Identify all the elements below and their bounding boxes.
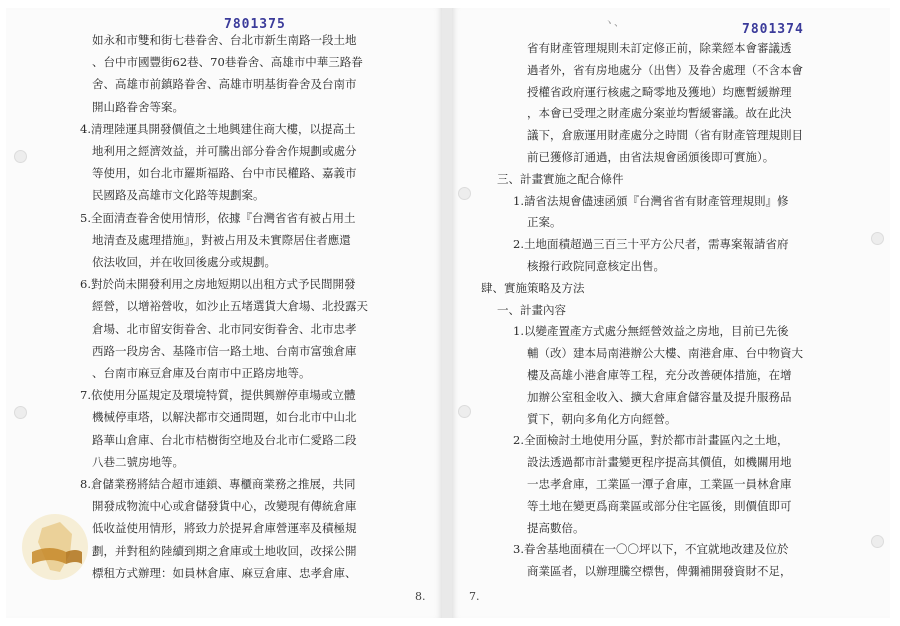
text-line: 舍、高雄市前鎮路眷舍、高雄市明基街眷舍及台南市: [92, 77, 357, 92]
text-line: 標租方式辦理：如員林倉庫、麻豆倉庫、忠孝倉庫、: [92, 565, 357, 580]
binding-hole: [871, 535, 884, 548]
text-line: 西路一段房舍、基隆市信一路土地、台南市富強倉庫: [92, 343, 357, 358]
page-number-left: 8.: [415, 590, 426, 603]
text-line: 開發成物流中心或倉儲發貨中心，改變現有傳統倉庫: [92, 499, 357, 514]
text-line: 倉場、北市留安街眷舍、北市同安街眷舍、北市忠孝: [92, 321, 357, 336]
binding-hole: [458, 405, 471, 418]
text-line: 依法收回，并在收回後處分或規劃。: [92, 255, 276, 269]
text-line: 等土地在變更爲商業區或部分住宅區後，則價值即可: [527, 498, 792, 513]
text-line: 正案。: [527, 215, 562, 230]
text-line: 樓及高雄小港倉庫等工程，充分改善硬体措施，在增: [527, 368, 792, 382]
binding-hole: [871, 232, 884, 245]
text-line: 核撥行政院同意核定出售。: [527, 259, 665, 273]
text-line: 加辦公室租金收入、擴大倉庫倉儲容量及提升服務品: [527, 389, 792, 404]
scribble-mark: ヽ、: [604, 18, 624, 29]
text-line: 路華山倉庫、台北市桔樹街空地及台北市仁愛路二段: [92, 432, 357, 447]
text-line: 過者外，省有房地處分（出售）及眷舍處理（不含本會: [527, 62, 803, 77]
text-line: 提高數倍。: [527, 520, 585, 535]
binding-hole: [14, 406, 27, 419]
text-line: 3.眷舍基地面積在一〇〇坪以下，不宜就地改建及位於: [513, 542, 789, 557]
text-line: 8.倉儲業務將結合超市連鎖、專櫃商業務之推展，共同: [80, 477, 356, 491]
document-number-stamp-left: 7801375: [224, 17, 286, 32]
text-line: 、台中市國豐街62巷、70巷眷舍、高雄市中華三路眷: [92, 55, 363, 70]
text-line: 一、計畫內容: [497, 302, 566, 317]
text-line: 議下，倉廒運用財產處分之時間（省有財產管理規則目: [527, 128, 803, 143]
text-line: 、台南市麻豆倉庫及台南市中正路房地等。: [92, 366, 311, 380]
text-line: 一忠孝倉庫，工業區一潭子倉庫，工業區一員林倉庫: [527, 477, 792, 491]
archive-logo-icon: [20, 512, 90, 582]
text-line: 6.對於尚未開發利用之房地短期以出租方式予民間開發: [80, 277, 356, 292]
text-line: 授權省政府運行核處之畸零地及獲地）均應暫緩辦理: [527, 84, 792, 99]
text-line: 劃，并對租約陸續到期之倉庫或土地收回，改採公開: [92, 543, 357, 558]
text-line: 省有財產管理規則未訂定修正前，除業經本會審議透: [527, 41, 792, 55]
text-line: 5.全面清查眷舍使用情形，依據『台灣省省有被占用土: [80, 210, 356, 225]
text-line: 等使用，如台北市羅斯福路、台中市民權路、嘉義市: [92, 166, 357, 181]
text-line: 經營，以增裕營收，如沙止五堵選貨大倉場、北投露天: [92, 299, 368, 314]
binding-hole: [458, 187, 471, 200]
text-line: 機械停車塔，以解決都市交通問題，如台北市中山北: [92, 410, 357, 425]
text-line: 民國路及高雄市文化路等規劃案。: [92, 188, 265, 203]
text-line: 2.土地面積超過三百三十平方公尺者，需專案報請省府: [513, 237, 789, 252]
text-line: 1.請省法規會儘速函頒『台灣省省有財產管理規則』修: [513, 193, 789, 208]
text-line: 2.全面檢討土地使用分區，對於都市計畫區內之土地，: [513, 433, 789, 448]
text-line: 肆、實施策略及方法: [481, 280, 585, 295]
text-line: 7.依使用分區規定及環境特質，提供興辦停車場或立體: [80, 388, 356, 403]
text-line: 前已獲修訂通過，由省法規會函頒後即可實施）。: [527, 150, 775, 164]
page-number-right: 7.: [469, 590, 480, 603]
text-line: 低收益使用情形，將致力於提昇倉庫營運率及積極規: [92, 521, 357, 536]
text-line: 1.以變產置產方式處分無經營效益之房地，目前已先後: [513, 324, 789, 339]
text-line: 三、計畫實施之配合條件: [497, 171, 624, 186]
text-line: 輔（改）建本局南港辦公大樓、南港倉庫、台中物資大: [527, 346, 803, 361]
text-line: 質下，朝向多角化方向經營。: [527, 411, 677, 426]
page-gutter: [442, 8, 452, 618]
document-number-stamp-right: 7801374: [742, 22, 804, 37]
text-line: ，本會已受理之財產處分案並均暫緩審議。故在此決: [527, 106, 792, 121]
text-line: 地清查及處理措施』，對被占用及未實際居住者應還: [92, 232, 351, 247]
text-line: 八巷二號房地等。: [92, 454, 184, 469]
binding-hole: [14, 150, 27, 163]
text-line: 地利用之經濟效益，并可騰出部分眷舍作規劃或處分: [92, 144, 357, 158]
text-line: 商業區者，以辦理騰空標售，俾彌補開發資財不足，: [527, 564, 792, 579]
text-line: 4.清理陸運具開發價值之土地興建住商大樓，以提高土: [80, 121, 356, 136]
text-line: 如永和市雙和街七巷眷舍、台北市新生南路一段土地: [92, 33, 357, 47]
text-line: 開山路眷舍等案。: [92, 99, 184, 114]
text-line: 設法透過都市計畫變更程序提高其價值，如機關用地: [527, 455, 792, 470]
